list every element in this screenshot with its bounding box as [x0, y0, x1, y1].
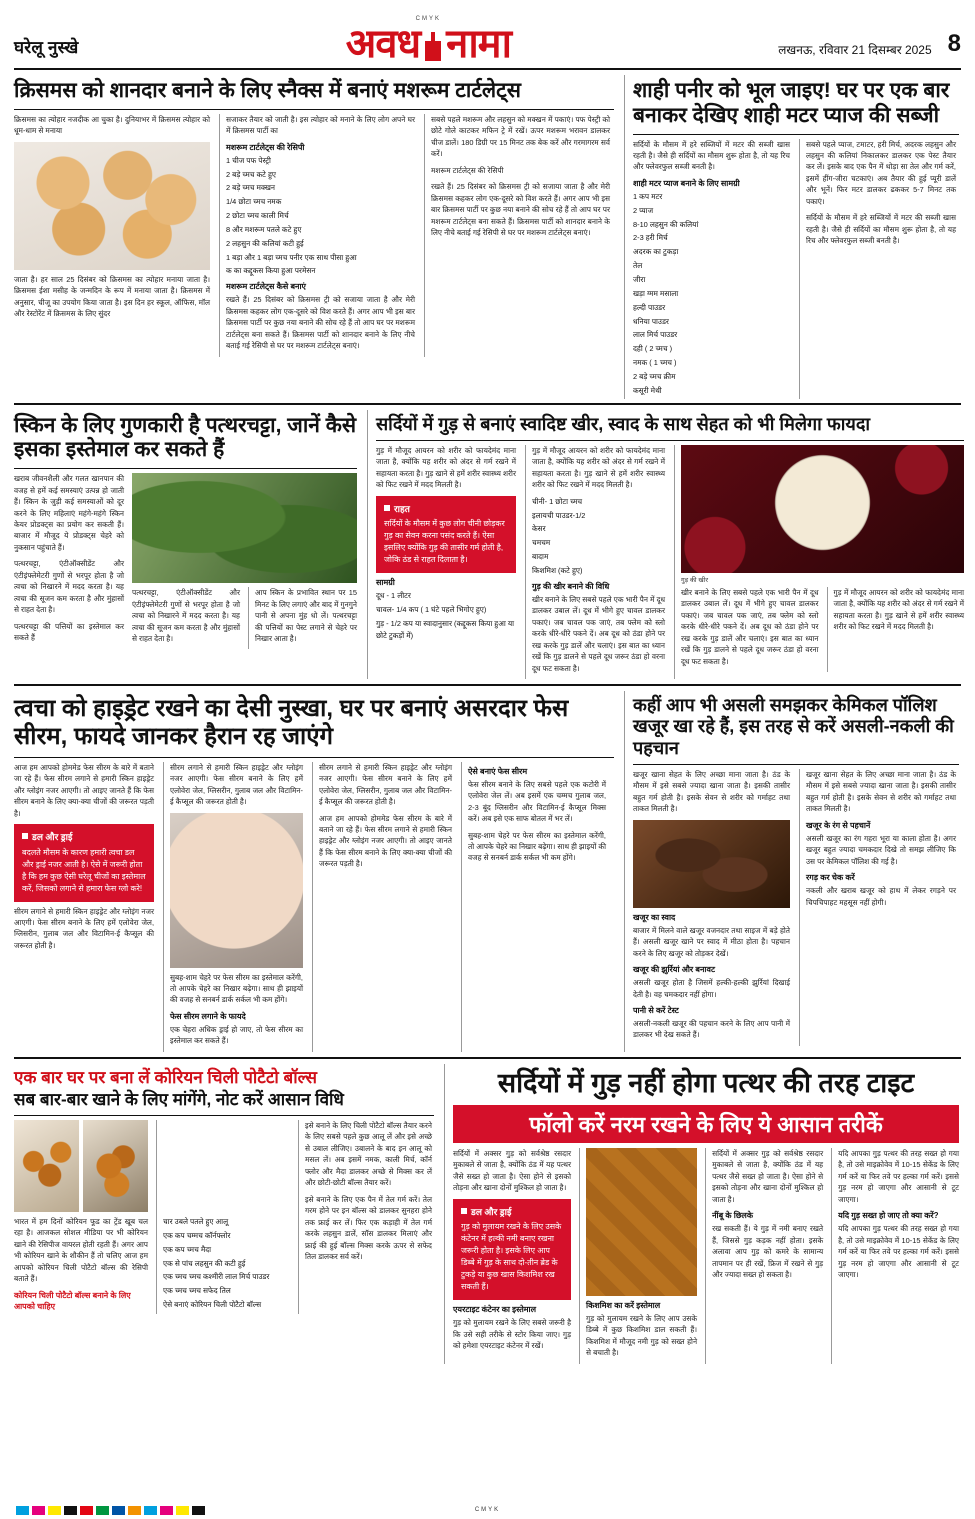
article-para: यदि आपका गुड़ पत्थर की तरह सख्त हो गया है, तो उसे माइक्रोवेव में 10-15 सेकेंड के लिए गर्म करें या फिर तवे पर हल्का गर्म करें। इससे गुड़ नरम हो जाएगा और आसानी से टूट जाएगा। [838, 1148, 959, 1204]
list-item: धनिया पाउडर [633, 316, 669, 326]
article-para: गुड़ को मुलायम रखने के लिए आप उसके डिब्बे में कुछ किशमिश डाल सकती हैं। किशमिश में मौजूद नमी गुड़ को सख्त होने से बचाती है। [586, 1313, 698, 1358]
subheading: नींबू के छिलके [712, 1211, 753, 1221]
list-item: 1 चीज पफ पेस्ट्री [226, 155, 271, 165]
photo-caption: पत्थरचट्टा की पत्तियों का इस्तेमाल कर सकते हैं [14, 621, 124, 643]
list-item: गुड़ - 1/2 कप या स्वादानुसार (कद्दूकस किया हुआ या छोटे टुकड़ों में) [376, 618, 515, 640]
list-item: क का कद्दूकस किया हुआ परमेसन [226, 266, 316, 276]
page-number: 8 [947, 30, 961, 57]
list-item: 2 छोटा च्मच काली मिर्च [226, 211, 289, 221]
callout-title: डल और ड्राई [22, 831, 146, 845]
method-heading: मशरूम टार्टलेट्स कैसे बनाएं [226, 282, 306, 292]
logo-text-right: नामा [446, 22, 511, 66]
article-para: असली-नकली खजूर की पहचान करने के लिए आप पानी में डालकर भी देख सकते हैं। [633, 1018, 790, 1040]
article-gur-soft [444, 1064, 959, 1364]
list-item: 2 बड़े च्मच मक्खन [226, 183, 276, 193]
subheading: किशमिश का करें इस्तेमाल [586, 1300, 661, 1310]
photo-caption: गुड़ की खीर [681, 576, 709, 584]
article-para: सर्दियों में अक्सर गुड़ को सर्वश्रेष्ठ रसदार मुकाबले से जाता है, क्योंकि ठंड में यह पत्थर जैसे सख्त हो जाता है। ऐसा होने से इसको तोड़ना और खाना दोनों मुश्किल हो जाता है। [453, 1148, 572, 1193]
list-item: केसर [532, 524, 546, 534]
article-korean-chili-potato [14, 1064, 434, 1364]
masthead [14, 6, 961, 70]
list-item: 2 बड़े च्मच कटे हुए [226, 169, 276, 179]
article-para: सुबह-शाम चेहरे पर फेस सीरम का इस्तेमाल करेंगी, तो आपके चेहरे का निखार बढ़ेगा। साथ ही झाइयों की वजह से सनबर्न डार्क सर्कल भी कम होंगे। [170, 972, 303, 1005]
list-item: बादाम [532, 552, 549, 562]
article-para: गुड़ में मौजूद आयरन को शरीर को फायदेमंद माना जाता है, क्योंकि यह शरीर को अंदर से गर्म रखने में सहायता करता है। गुड़ खाने से हमें शरीर स्वास्थ्य शरीर को फिट रखने में मदद मिलती है। [532, 445, 665, 490]
list-item: खड़ा ग्मम मसाला [633, 288, 679, 298]
ingredients-heading: मशरूम टार्टलेट्स की रेसिपी [226, 142, 305, 152]
subheading: पानी से करें टेस्ट [633, 1005, 679, 1015]
article-headline: शाही पनीर को भूल जाइए! घर पर एक बार बनाकर देखिए शाही मटर प्याज की सब्जी [633, 79, 950, 127]
article-para: एक चेहरा अधिक ड्राई हो जाए, तो फेस सीरम का इस्तेमाल कर सकते हैं। [170, 1024, 303, 1046]
article-para: गुड़ में मौजूद आयरन को शरीर को फायदेमंद माना जाता है, क्योंकि यह शरीर को अंदर से गर्म रखने में सहायता करता है। गुड़ खाने से हमें शरीर स्वास्थ्य शरीर को फिट रखने में मदद मिलती है। [376, 445, 516, 490]
section-label: घरेलू नुस्खे [14, 38, 79, 57]
article-para: गुड़ में मौजूद आयरन को शरीर को फायदेमंद माना जाता है, क्योंकि यह शरीर को अंदर से गर्म रखने में सहायता करता है। गुड़ खाने से हमें शरीर स्वास्थ्य शरीर को फिट रखने में मदद मिलती है। [833, 587, 964, 632]
method-heading: गुड़ की खीर बनाने की विधि [532, 581, 610, 591]
ingredients-heading: शाही मटर प्याज बनाने के लिए सामग्री [633, 178, 740, 188]
article-para: पत्थरचट्टा, एंटीऑक्सीडेंट और एंटीइंफ्लेमेटरी गुणों से भरपूर होता है जो त्वचा को निखारने में मदद करता है। यह त्वचा की सूजन कम करता है और मुंहासों से राहत देता है। [132, 588, 240, 643]
list-item: 1 कप मटर [633, 191, 663, 201]
list-item: अदरक का टुकड़ा [633, 247, 679, 257]
article-para: आज हम आपको होममेड फेस सीरम के बारे में बताने जा रहे हैं। फेस सीरम लगाने से हमारी स्किन हाइड्रेट और ग्लोइंग नजर आएगी। तो आइए जानते हैं कि फेस सीरम बनाने के लिए क्या-क्या चीजों की जरूरत पड़ती है। [319, 813, 452, 869]
tartlets-photo [14, 142, 210, 270]
list-item: तेल [633, 261, 643, 271]
cmyk-footer-mark: CMYK [474, 1507, 501, 1513]
list-item: कसूरी मेथी [633, 385, 662, 395]
newspaper-logo [346, 24, 511, 64]
article-headline-line1: एक बार घर पर बना लें कोरियन चिली पोटैटो बॉल्स [14, 1067, 318, 1087]
kheer-photo [681, 445, 964, 573]
list-item: 2 प्याज [633, 205, 654, 215]
article-banner: फॉलो करें नरम रखने के लिए ये आसान तरीकें [453, 1105, 959, 1143]
article-para: खजूर खाना सेहत के लिए अच्छा माना जाता है। ठंड के मौसम में इसे सबसे ज्यादा खाना जाता है। इसकी तासीर बहुत गर्म होती है। इसके सेवन से शरीर को गर्माहट तथा ताकत मिलती है। [633, 769, 790, 814]
article-gur-kheer [367, 410, 964, 679]
masthead-right [778, 30, 961, 64]
article-para: खीर बनाने के लिए सबसे पहले एक भारी पैन में दूध डालकर उबाल लें। दूध में भीगे हुए चावल डालकर पकाएं। जब चावल पक जाएं, तब फ्लेम को स्लो करके धीरे-धीरे पकने दें। अब दूध को ठंडा होने पर रख करके गुड़ डालें और चलाएं। इस बात का ध्यान रखें कि गुड़ डालने से पहले दूध जरूर ठंडा हो वरना दूध फट सकता है। [532, 594, 665, 673]
list-item: दूध - 1 लीटर [376, 591, 411, 601]
list-item: लाल मिर्च पाउडर [633, 330, 678, 340]
article-face-serum [14, 691, 614, 1052]
article-para: खजूर खाना सेहत के लिए अच्छा माना जाता है। ठंड के मौसम में इसे सबसे ज्यादा खाना जाता है। इसकी तासीर बहुत गर्म होती है। इसके सेवन से शरीर को गर्माहट तथा ताकत मिलती है। [806, 769, 956, 814]
list-item: 1/4 छोटा च्मच नमक [226, 197, 282, 207]
list-item: चीनी- 1 छोटा च्मच [532, 496, 583, 506]
list-item: हल्दी पाउडर [633, 302, 666, 312]
article-para: सजाकर तैयार को जाती है। इस त्योहार को मनाने के लिए लोग अपने घर में क्रिसमस पार्टी का [226, 114, 415, 136]
article-para: सर्दियों में अक्सर गुड़ को सर्वश्रेष्ठ रसदार मुकाबले से जाता है, क्योंकि ठंड में यह पत्थर जैसे सख्त हो जाता है। ऐसा होने से इसको तोड़ना और खाना दोनों मुश्किल हो जाता है। [712, 1148, 824, 1204]
article-headline: स्किन के लिए गुणकारी है पत्थरचट्टा, जानें कैसे इसका इस्तेमाल कर सकते हैं [14, 413, 357, 462]
list-item: ऐसे बनाएं कोरियन चिली पोटैटो बॉल्स [163, 1300, 262, 1310]
list-item: चमचम [532, 538, 551, 548]
article-para: आप स्किन के प्रभावित स्थान पर 15 मिनट के लिए लगाएं और बाद में गुनगुने पानी से अपना मुंह धो लें। पत्थरचट्टा की पत्तियों का पेस्ट लगाने से चेहरे पर निखार आता है। [255, 588, 357, 643]
jaggery-photo [586, 1148, 697, 1296]
article-patharchatta [14, 410, 357, 679]
article-para: इसे बनाने के लिए एक पैन में तेल गर्म करें। तेल गरम होने पर इन बॉल्स को डालकर सुनहरा होने तक फ्राई कर लें। फिर एक कड़ाही में तेल गर्म करके लहसुन डालें, सॉस डालकर मिलाएं और फ्राई की हुई बॉल्स मिक्स करके ऊपर से सफेद तिल डालकर सर्व करें। [305, 1194, 432, 1262]
ingredients-list [633, 191, 790, 397]
list-item: जीरा [633, 275, 646, 284]
ingredients-list [376, 590, 516, 641]
article-headline: सर्दियों में गुड़ से बनाएं स्वादिष्ट खीर, स्वाद के साथ सेहत को भी मिलेगा फायदा [376, 413, 871, 434]
list-item: 1 बड़ा और 1 बड़ा च्मच पनीर एक साथ पीसा हुआ [226, 252, 357, 262]
article-para: क्रिसमस का त्योहार नजदीक आ चुका है। दुनियाभर में क्रिसमस त्योहार को धूम-धाम से मनाया [14, 114, 210, 136]
article-para: असली खजूर का रंग गहरा भूरा या काला होता है। अगर खजूर बहुत ज्यादा चमकदार दिखे तो समझ लीजिए कि उस पर केमिकल पॉलिश की गई है। [806, 833, 956, 866]
logo-text-left: अवध [345, 22, 421, 66]
list-item: 2 लहसुन की कलियां कटी हुई [226, 238, 304, 248]
list-item: एक कप चम्मच कॉर्नफ्लोर [163, 1230, 231, 1240]
list-item: चावल- 1/4 कप ( 1 घंटे पहले भिगोए हुए) [376, 605, 487, 615]
ingredients-list [226, 155, 415, 278]
article-para: रखते हैं। 25 दिसंबर को क्रिसमस ट्री को सजाया जाता है और मेरी क्रिसमस कहकर लोग एक-दूसरे को विश करते हैं। अगर आप भी इस बार क्रिसमस पार्टी पर कुछ नया बनाने की सोच रहे हैं तो आप घर पर मशरूम टार्टलेट्स बना सकते हैं। क्रिसमस पार्टी को शानदार बनाने के लिए नीचे बताई गई रेसिपी से घर पर मशरूम टार्टलेट्स बनाएं। [431, 182, 610, 237]
article-para: सर्दियों के मौसम में हरे सब्जियों में मटर की सब्जी खास रहती है। जैसे ही सर्दियों का मौसम शुरू होता है, तो यह रिच और फ्लेवरफुल सब्जी बनती है। [806, 213, 956, 246]
callout-box [14, 824, 154, 902]
article-para: सर्दियों के मौसम में हरे सब्जियों में मटर की सब्जी खास रहती है। जैसे ही सर्दियों का मौसम शुरू होता है, तो यह रिच और फ्लेवरफुल सब्जी बनती है। [633, 139, 790, 172]
potato-balls-photo-1 [14, 1120, 79, 1212]
list-item: किशमिश (कटे हुए) [532, 565, 583, 575]
list-item: 2 बड़े च्मच क्रीम [633, 371, 676, 381]
article-dates-identify [624, 691, 959, 1052]
potato-balls-photo-2 [83, 1120, 148, 1212]
article-para: गुड़ को मुलायम रखने के लिए सबसे जरूरी है कि उसे सही तरीके से स्टोर किया जाए। गुड़ को हमेशा एयरटाइट कंटेनर में रखें। [453, 1318, 572, 1351]
article-headline: कहीं आप भी असली समझकर केमिकल पॉलिश खजूर खा रहे हैं, इस तरह से करें असली-नकली की पहचान [633, 695, 954, 758]
article-headline: त्वचा को हाइड्रेट रखने का देसी नुस्खा, घर पर बनाएं असरदार फेस सीरम, फायदे जानकर हैरान रह जाएंगे [14, 695, 569, 751]
temple-icon [420, 31, 446, 61]
cmyk-mark: CMYK [415, 16, 442, 22]
article-para: इसे बनाने के लिए चिली पोटैटो बॉल्स तैयार करने के लिए सबसे पहले कुछ आलू लें और इसे अच्छे से उबाल लीजिए। उबालने के बाद इन आलू को मसल लें। अब इसमें नमक, काली मिर्च, कॉर्न फ्लोर और मैदा डालकर अच्छे से मिक्स कर लें और छोटी-छोटी बॉल्स तैयार करें। [305, 1120, 432, 1188]
subheading: एयरटाइट कंटेनर का इस्तेमाल [453, 1305, 537, 1315]
article-para: पत्थरचट्टा, एंटीऑक्सीडेंट और एंटीइंफ्लेमेटरी गुणों से भरपूर होता है जो त्वचा को निखारने में मदद करता है। यह त्वचा की सूजन कम करता है और मुंहासों से राहत देता है। [14, 559, 124, 615]
subheading: फेस सीरम लगाने के फायदे [170, 1011, 246, 1021]
masthead-logo-wrap [78, 16, 778, 66]
article-para: असली खजूर होता है जिसमें हल्की-हल्की झुर्रियां दिखाई देती है। वह चमकदार नहीं होगा। [633, 978, 790, 999]
article-para: सीरम लगाने से हमारी स्किन हाइड्रेट और ग्लोइंग नजर आएगी। फेस सीरम बनाने के लिए हमें एलोवेरा जेल, ग्लिसरीन, गुलाब जल और विटामिन-ई कैप्सूल की जरूरत होती है। [170, 762, 303, 807]
callout-box [376, 496, 516, 574]
article-para: रखते हैं। 25 दिसंबर को क्रिसमस ट्री को सजाया जाता है और मेरी क्रिसमस कहकर लोग एक-दूसरे को विश करते हैं। अगर आप भी इस बार क्रिसमस पार्टी पर कुछ नया बनाने की सोच रहे हैं तो आप घर पर मशरूम टार्टलेट्स बना सकते हैं। क्रिसमस पार्टी को शानदार बनाने के लिए नीचे बताई गई रेसिपी से घर पर मशरूम टार्टलेट्स बनाएं। [226, 295, 415, 351]
article-para: सीरम लगाने से हमारी स्किन हाइड्रेट और ग्लोइंग नजर आएगी। फेस सीरम बनाने के लिए हमें एलोवेरा जेल, ग्लिसरीन, गुलाब जल और विटामिन-ई कैप्सूल की जरूरत होती है। [14, 906, 154, 950]
article-para: मशरूम टार्टलेट्स की रेसिपी [431, 165, 504, 175]
callout-text: सर्दियों के मौसम में कुछ लोग चीनी छोड़कर गुड़ का सेवन करना पसंद करते हैं। ऐसा इसलिए क्योंकि गुड़ की तासीर गर्म होती है, जोकि ठंड से राहत दिलाता है। [384, 519, 505, 565]
subheading: ऐसे बनाएं फेस सीरम [468, 766, 528, 776]
list-item: 8 और मशरूम पतले कटे हुए [226, 224, 302, 234]
list-item: 2-3 हरी मिर्च [633, 233, 668, 243]
list-item: इलायची पाउडर-1/2 [532, 510, 586, 520]
dates-photo [633, 820, 790, 908]
article-para: रख सकती हैं। ये गुड़ में नमी बनाए रखते हैं, जिससे गुड़ कड़क नहीं होता। इसके अलावा आप गुड़ को कमरे के सामान्य तापमान पर ही रखें, फ्रिज में रखने से गुड़ और ज्यादा सख्त हो सकता है। [712, 1224, 824, 1279]
article-para: यदि आपका गुड़ पत्थर की तरह सख्त हो गया है, तो उसे माइक्रोवेव में 10-15 सेकेंड के लिए गर्म करें या फिर तवे पर हल्का गर्म करें। इससे गुड़ नरम हो जाएगा और आसानी से टूट जाएगा। [838, 1224, 959, 1279]
subheading: यदि गुड़ सख्त हो जाए तो क्या करें? [838, 1211, 939, 1221]
subheading: खजूर की झुर्रियां और बनावट [633, 965, 715, 975]
list-item: एक च्मच च्मच सफेद तिल [163, 1286, 231, 1296]
callout-text: बदलते मौसम के कारण हमारी त्वचा डल और ड्राई नजर आती है। ऐसे में जरूरी होता है कि हम कुछ ऐसी घरेलू चीजों का इस्तेमाल करें, जिसको लगाने से हमारा फेस ग्लो करे! [22, 847, 146, 893]
article-headline: सर्दियों में गुड़ नहीं होगा पत्थर की तरह टाइट [497, 1067, 915, 1098]
article-para: सुबह-शाम चेहरे पर फेस सीरम का इस्तेमाल करेंगी, तो आपके चेहरे का निखार बढ़ेगा। साथ ही झाइयों की वजह से सनबर्न डार्क सर्कल भी कम होंगे। [468, 830, 606, 863]
ingredients-heading: कोरियन चिली पोटैटो बॉल्स बनाने के लिए आपको चाहिए [14, 1290, 131, 1311]
article-para: खराब जीवनशैली और गलत खानपान की वजह से हमें कई समस्याएं उत्पन्न हो जाती हैं। स्किन के जुड़ी कई समस्याओं को दूर करने के लिए महिलाएं महंगे-महंगे स्किन केयर प्रोडक्ट्स का प्रयोग कर सकती हैं। बाजार में मौजूद ये प्रोडक्ट्स चेहरे को नुकसान पहुंचाते हैं। [14, 474, 124, 552]
ingredients-heading: सामग्री [376, 578, 395, 588]
callout-title: डल और ड्राई [461, 1206, 563, 1220]
place-date: लखनऊ, रविवार 21 दिसम्बर 2025 [778, 43, 932, 57]
article-para: फेस सीरम बनाने के लिए सबसे पहले एक कटोरी में एलोवेरा जेल लें। अब इसमें एक चम्मच गुलाब जल, 2-3 बूंद ग्लिसरीन और विटामिन-ई कैप्सूल मिक्स करें। अब इसे एक साफ बोतल में भर लें। [468, 779, 606, 824]
color-swatches [0, 1506, 205, 1515]
list-item: दही ( 2 च्मच ) [633, 344, 673, 354]
list-item: 8-10 लहसुन की कलियां [633, 219, 699, 229]
article-para: भारत में हम दिनों कोरियन फूड का ट्रेंड खूब चल रहा है। आजकल सोशल मीडिया पर भी कोरियन खाने की रेसिपीज वायरल होती रहती हैं। अगर आप भी कोरियन खाने के शौकीन हैं तो चलिए आज हम आपको कोरियन चिली पोटैटो बॉल्स की रेसिपी बताते हैं। [14, 1216, 148, 1284]
list-item: नमक ( 1 च्मच ) [633, 358, 677, 368]
article-headline-line2: सब बार-बार खाने के लिए मांगेंगे, नोट करें आसान विधि [14, 1089, 344, 1109]
callout-title: राहत [384, 503, 508, 517]
article-para: सीरम लगाने से हमारी स्किन हाइड्रेट और ग्लोइंग नजर आएगी। फेस सीरम बनाने के लिए हमें एलोवेरा जेल, ग्लिसरीन, गुलाब जल और विटामिन-ई कैप्सूल की जरूरत होती है। [319, 762, 452, 807]
callout-box [453, 1199, 571, 1301]
subheading: खजूर के रंग से पहचानें [806, 820, 871, 830]
list-item: एक से पांच लहसुन की कटी हुई [163, 1258, 246, 1268]
callout-text: गुड़ को मुलायम रखने के लिए उसके कंटेनर में हल्की नमी बनाए रखना जरूरी होता है। इसके लिए आप डिब्बे में गुड़ के साथ दो-तीन ब्रेड के टुकड़े या कुछ खास किशमिश रख सकती हैं। [461, 1222, 562, 1292]
article-mushroom-tartlets [14, 75, 614, 399]
article-para: खीर बनाने के लिए सबसे पहले एक भारी पैन में दूध डालकर उबाल लें। दूध में भीगे हुए चावल डालकर पकाएं। जब चावल पक जाएं, तब फ्लेम को स्लो करके धीरे-धीरे पकने दें। अब दूध को ठंडा होने पर रख करके गुड़ डालें और चलाएं। इस बात का ध्यान रखें कि गुड़ डालने से पहले दूध जरूर ठंडा हो वरना दूध फट सकता है। [681, 587, 819, 666]
ingredients-list [163, 1216, 290, 1311]
article-para: बाजार में मिलने वाले खजूर वजनदार तथा साइज में बड़े होते हैं। असली खजूर खाने पर स्वाद में मीठा होता है। पहचान करने के लिए खजूर को तोड़कर देखें। [633, 925, 790, 958]
article-shahi-matar-pyaz [624, 75, 959, 399]
list-item: एक च्मच च्मच कश्मीरी लाल मिर्च पाउडर [163, 1272, 270, 1282]
patharchatta-photo [132, 473, 357, 583]
subheading: रगड़ कर चेक करें [806, 873, 855, 883]
article-para: सबसे पहले प्याज, टमाटर, हरी मिर्च, अदरक लहसुन और लहसुन की कलियां निकालकर डालकर एक पेस्ट तैयार कर लें। इसके बाद एक पैन में थोड़ा सा तेल और गर्म करें, इसमें हींग-जीरा चटकाएं। अब तैयार की हुई प्यूरी डालें और भूनें। फिर मटर डालकर ढककर 5-7 मिनट तक पकाएं। [806, 139, 956, 206]
article-para: नकली और खराब खजूर को हाथ में लेकर रगड़ने पर चिपचिपाहट महसूस नहीं होगी। [806, 886, 956, 907]
subheading: खजूर का स्वाद [633, 912, 676, 922]
list-item: एक कप च्मच मैदा [163, 1244, 212, 1254]
article-para: सबसे पहले मशरूम और लहसुन को मक्खन में पकाएं। पफ पेस्ट्री को छोटे गोले काटकर मफिन ट्रे में रखें। ऊपर मशरूम भरावन डालकर चीज डालें। 180 डिग्री पर 15 मिनट तक बेक करें और गरमागरम सर्व करें। [431, 114, 610, 159]
ingredients-list-2 [532, 496, 665, 577]
face-serum-photo [170, 813, 303, 968]
print-color-bar [0, 1501, 975, 1519]
article-headline: क्रिसमस को शानदार बनाने के लिए स्नैक्स में बनाएं मशरूम टार्टलेट्स [14, 79, 521, 102]
list-item: चार उबले पतले हुए आलू [163, 1216, 229, 1226]
article-para: आज हम आपको होममेड फेस सीरम के बारे में बताने जा रहे हैं। फेस सीरम लगाने से हमारी स्किन हाइड्रेट और ग्लोइंग नजर आएगी। तो आइए जानते हैं कि फेस सीरम बनाने के लिए क्या-क्या चीजों की जरूरत पड़ती है। [14, 762, 154, 818]
article-para: जाता है। हर साल 25 दिसंबर को क्रिसमस का त्योहार मनाया जाता है। क्रिसमस ईशा मसीह के जन्मदिन के रूप में मनाया जाता है। क्रिसमस में अनुसार, चीजू का उपयोग किया जाता है। इस दिन हर स्कूल, ऑफिस, मॉल और रेस्टोरेंट में क्रिसमस के लिए सुंदर [14, 274, 210, 319]
